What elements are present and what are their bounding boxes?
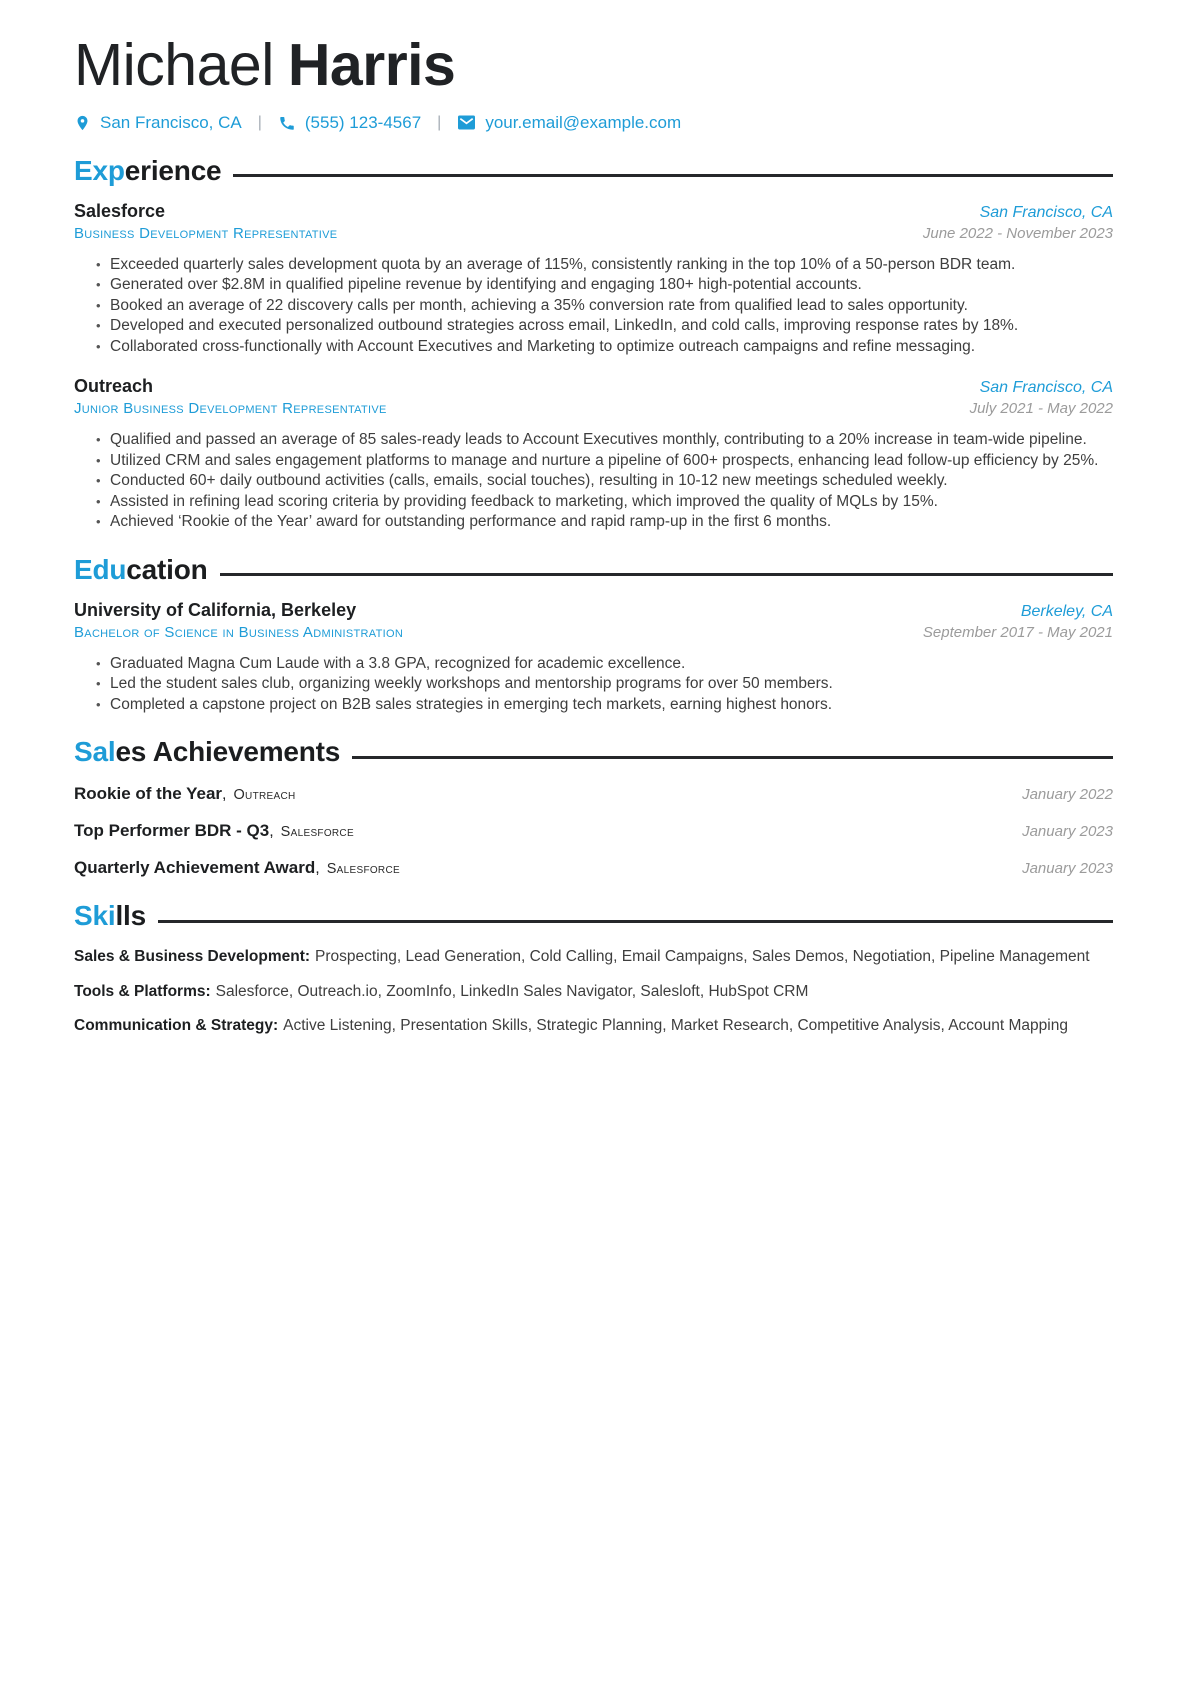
achievement-left [74, 821, 354, 841]
phone-icon [278, 114, 296, 132]
entry-subheader [74, 225, 1113, 242]
achievement-row [74, 821, 1113, 841]
entry-header [74, 201, 1113, 222]
entry-location: Berkeley, CA [1020, 602, 1113, 620]
entry-location: San Francisco, CA [979, 203, 1113, 221]
bullet-list [74, 430, 1113, 532]
experience-entry-outreach [74, 376, 1113, 532]
skill-group-items: Salesforce, Outreach.io, ZoomInfo, LinkedIn Sales Navigator, Salesloft, HubSpot CRM [215, 982, 809, 1000]
skill-group-items: Prospecting, Lead Generation, Cold Calling, Email Campaigns, Sales Demos, Negotiation, Pipeline Management [315, 948, 1090, 966]
skill-group [74, 981, 1113, 1003]
bullet-item: • Achieved ‘Rookie of the Year’ award for outstanding performance and rapid ramp-up in the first 6 months. [110, 512, 1113, 532]
entry-header [74, 376, 1113, 397]
section-heading-skills [74, 900, 1113, 932]
achievement-title: Rookie of the Year [74, 784, 223, 804]
contact-phone[interactable] [278, 113, 421, 133]
contact-location-text: San Francisco, CA [100, 112, 242, 132]
bullet-list [74, 654, 1113, 715]
skill-group [74, 1015, 1113, 1037]
contact-email-text[interactable]: your.email@example.com [485, 112, 682, 132]
company-name: Salesforce [74, 200, 166, 221]
bullet-item: • Led the student sales club, organizing weekly workshops and mentorship programs for over 50 members. [110, 674, 1113, 694]
entry-dates: September 2017 - May 2021 [922, 623, 1113, 641]
section-title: Skills [74, 900, 146, 932]
achievement-row [74, 858, 1113, 878]
achievement-org: Outreach [233, 787, 296, 804]
skill-group-label: Communication & Strategy: [74, 1017, 279, 1035]
bullet-item: • Exceeded quarterly sales development quota by an average of 115%, consistently ranking in the top 10% of a 50-person BDR team. [110, 255, 1113, 275]
section-heading-experience [74, 155, 1113, 187]
experience-entry-salesforce [74, 201, 1113, 357]
contact-divider: | [437, 113, 442, 131]
achievement-separator: , [222, 786, 227, 804]
achievement-org: Salesforce [280, 824, 354, 841]
achievement-row [74, 784, 1113, 804]
bullet-item: • Collaborated cross-functionally with Account Executives and Marketing to optimize outreach campaigns and refine messaging. [110, 337, 1113, 357]
skill-group [74, 946, 1113, 968]
entry-dates: July 2021 - May 2022 [969, 400, 1113, 418]
entry-dates: June 2022 - November 2023 [922, 224, 1113, 242]
bullet-item: • Completed a capstone project on B2B sales strategies in emerging tech markets, earning highest honors. [110, 695, 1113, 715]
section-title: Sales Achievements [74, 736, 341, 768]
section-title: Education [74, 553, 208, 585]
section-rule [233, 174, 1113, 177]
bullet-item: • Graduated Magna Cum Laude with a 3.8 GPA, recognized for academic excellence. [110, 654, 1113, 674]
bullet-item: • Developed and executed personalized outbound strategies across email, LinkedIn, and cold calls, improving response rates by 18%. [110, 316, 1113, 336]
bullet-item: • Booked an average of 22 discovery calls per month, achieving a 35% conversion rate from qualified lead to sales opportunity. [110, 296, 1113, 316]
section-rule [220, 573, 1113, 576]
achievement-title: Quarterly Achievement Award [74, 858, 316, 878]
skill-group-items: Active Listening, Presentation Skills, Strategic Planning, Market Research, Competitive Analysis, Account Mapping [283, 1017, 1068, 1035]
envelope-icon [457, 114, 476, 131]
location-pin-icon [74, 113, 91, 133]
entry-header [74, 600, 1113, 621]
contact-email[interactable] [457, 113, 681, 133]
contact-row [74, 113, 1113, 133]
bullet-item: • Generated over $2.8M in qualified pipeline revenue by identifying and engaging 180+ high-potential accounts. [110, 275, 1113, 295]
achievement-date: January 2023 [1022, 860, 1113, 878]
position-title: Business Development Representative [74, 224, 338, 242]
entry-subheader [74, 400, 1113, 417]
position-title: Junior Business Development Representative [74, 400, 387, 418]
bullet-item: • Conducted 60+ daily outbound activities (calls, emails, social touches), resulting in 10-12 new meetings scheduled weekly. [110, 471, 1113, 491]
first-name: Michael [74, 32, 274, 98]
section-rule [352, 756, 1113, 759]
page-title [74, 34, 1113, 97]
bullet-item: • Utilized CRM and sales engagement platforms to manage and nurture a pipeline of 600+ prospects, enhancing lead follow-up efficiency by 25%. [110, 451, 1113, 471]
degree-title: Bachelor of Science in Business Administration [74, 623, 404, 641]
achievement-date: January 2022 [1022, 786, 1113, 804]
skill-group-label: Tools & Platforms: [74, 982, 211, 1000]
section-title: Experience [74, 154, 222, 186]
contact-location [74, 113, 242, 133]
section-heading-achievements [74, 736, 1113, 768]
achievement-left [74, 858, 400, 878]
bullet-list [74, 255, 1113, 357]
achievement-org: Salesforce [326, 861, 400, 878]
skill-group-label: Sales & Business Development: [74, 948, 311, 966]
school-name: University of California, Berkeley [74, 599, 357, 620]
company-name: Outreach [74, 376, 154, 397]
section-heading-education [74, 554, 1113, 586]
achievement-left [74, 784, 295, 804]
entry-location: San Francisco, CA [979, 379, 1113, 397]
bullet-item: • Assisted in refining lead scoring criteria by providing feedback to marketing, which improved the quality of MQLs by 15%. [110, 492, 1113, 512]
contact-divider: | [257, 113, 262, 131]
achievement-date: January 2023 [1022, 823, 1113, 841]
entry-subheader [74, 624, 1113, 641]
achievement-separator: , [315, 860, 320, 878]
achievement-title: Top Performer BDR - Q3 [74, 821, 270, 841]
bullet-item: • Qualified and passed an average of 85 sales-ready leads to Account Executives monthly, contributing to a 20% increase in team-wide pipeline. [110, 430, 1113, 450]
contact-phone-text[interactable]: (555) 123-4567 [304, 112, 422, 132]
achievement-separator: , [269, 823, 274, 841]
education-entry-berkeley [74, 600, 1113, 715]
last-name: Harris [287, 32, 456, 98]
section-rule [158, 920, 1113, 923]
